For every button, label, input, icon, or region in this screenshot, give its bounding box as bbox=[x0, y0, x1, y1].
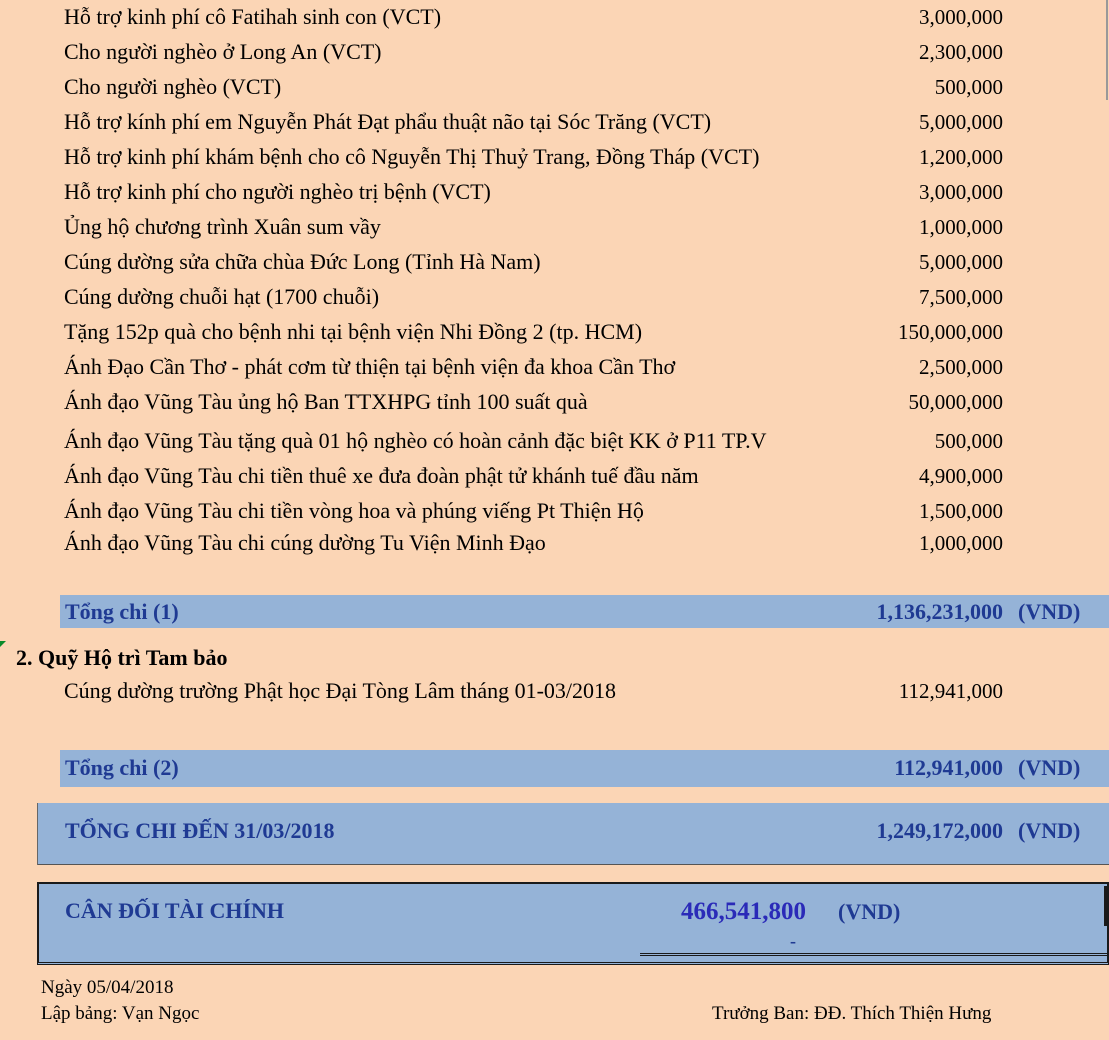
balance-dash: - bbox=[790, 931, 796, 951]
grand-total-left-border bbox=[37, 803, 38, 865]
cell-comment-marker bbox=[0, 641, 6, 647]
expense-label: Hỗ trợ kinh phí khám bệnh cho cô Nguyễn Thị Thuỷ Trang, Đồng Tháp (VCT) bbox=[64, 144, 760, 169]
expense-label: Cho người nghèo ở Long An (VCT) bbox=[64, 39, 382, 64]
total2-amount: 112,941,000 bbox=[894, 755, 1003, 780]
expense-amount: 150,000,000 bbox=[898, 320, 1003, 344]
expense-label: Hỗ trợ kinh phí cho người nghèo trị bệnh (VCT) bbox=[64, 179, 491, 204]
balance-right-marker bbox=[1104, 886, 1107, 926]
expense-amount: 2,500,000 bbox=[919, 355, 1003, 379]
footer-date: Ngày 05/04/2018 bbox=[41, 977, 174, 998]
expense-label: Ánh đạo Vũng Tàu ủng hộ Ban TTXHPG tỉnh 100 suất quà bbox=[64, 389, 588, 414]
expense-amount: 50,000,000 bbox=[908, 390, 1003, 414]
expense-amount: 5,000,000 bbox=[919, 110, 1003, 134]
footer-head-signature: Trưởng Ban: ĐĐ. Thích Thiện Hưng bbox=[712, 1003, 992, 1024]
expense-label: Ánh đạo Vũng Tàu tặng quà 01 hộ nghèo có hoàn cảnh đặc biệt KK ở P11 TP.V bbox=[64, 428, 767, 453]
expense-label: Cúng dường chuỗi hạt (1700 chuỗi) bbox=[64, 284, 380, 309]
expense-label: Tặng 152p quà cho bệnh nhi tại bệnh viện Nhi Đồng 2 (tp. HCM) bbox=[64, 319, 643, 344]
grand-total-label: TỔNG CHI ĐẾN 31/03/2018 bbox=[65, 818, 335, 843]
expense-label: Ánh đạo Vũng Tàu chi tiền vòng hoa và phúng viếng Pt Thiện Hộ bbox=[64, 498, 644, 523]
expense-label: Ủng hộ chương trình Xuân sum vầy bbox=[64, 214, 381, 239]
expense-amount: 3,000,000 bbox=[919, 5, 1003, 29]
expense-amount: 500,000 bbox=[934, 429, 1003, 453]
total1-label: Tổng chi (1) bbox=[65, 599, 179, 624]
expense-label: Hỗ trợ kinh phí cô Fatihah sinh con (VCT) bbox=[64, 4, 442, 29]
right-border-line bbox=[1106, 0, 1108, 100]
expense-amount: 1,000,000 bbox=[919, 531, 1003, 555]
expense-amount: 7,500,000 bbox=[919, 285, 1003, 309]
expense-amount: 4,900,000 bbox=[919, 464, 1003, 488]
expense-label: Cho người nghèo (VCT) bbox=[64, 74, 282, 99]
grand-total-unit: (VND) bbox=[1018, 818, 1081, 843]
expense-amount: 5,000,000 bbox=[919, 250, 1003, 274]
expense-amount: 1,000,000 bbox=[919, 215, 1003, 239]
total1-unit: (VND) bbox=[1018, 599, 1081, 624]
balance-amount: 466,541,800 bbox=[681, 898, 806, 925]
footer-prepared-by: Lập bảng: Vạn Ngọc bbox=[41, 1003, 200, 1024]
total1-amount: 1,136,231,000 bbox=[876, 599, 1003, 624]
expense-amount: 2,300,000 bbox=[919, 40, 1003, 64]
balance-underline bbox=[640, 953, 1109, 956]
total2-unit: (VND) bbox=[1018, 755, 1081, 780]
balance-label: CÂN ĐỐI TÀI CHÍNH bbox=[65, 898, 285, 923]
section2-item-amount: 112,941,000 bbox=[898, 679, 1003, 703]
expense-amount: 500,000 bbox=[934, 75, 1003, 99]
expense-amount: 1,200,000 bbox=[919, 145, 1003, 169]
grand-total-amount: 1,249,172,000 bbox=[876, 818, 1003, 843]
expense-label: Ánh đạo Vũng Tàu chi cúng dường Tu Viện Minh Đạo bbox=[64, 530, 546, 555]
balance-unit: (VND) bbox=[838, 899, 901, 924]
section2-heading: 2. Quỹ Hộ trì Tam bảo bbox=[16, 645, 228, 670]
expense-label: Ánh đạo Vũng Tàu chi tiền thuê xe đưa đoàn phật tử khánh tuế đầu năm bbox=[64, 463, 699, 488]
expense-label: Hỗ trợ kính phí em Nguyễn Phát Đạt phẩu thuật não tại Sóc Trăng (VCT) bbox=[64, 109, 712, 134]
expense-amount: 1,500,000 bbox=[919, 499, 1003, 523]
expense-label: Ánh Đạo Cần Thơ - phát cơm từ thiện tại bệnh viện đa khoa Cần Thơ bbox=[64, 354, 676, 379]
total2-label: Tổng chi (2) bbox=[65, 755, 179, 780]
expense-amount: 3,000,000 bbox=[919, 180, 1003, 204]
section2-item-label: Cúng dường trường Phật học Đại Tòng Lâm tháng 01-03/2018 bbox=[64, 678, 617, 703]
expense-label: Cúng dường sửa chữa chùa Đức Long (Tỉnh Hà Nam) bbox=[64, 249, 541, 274]
